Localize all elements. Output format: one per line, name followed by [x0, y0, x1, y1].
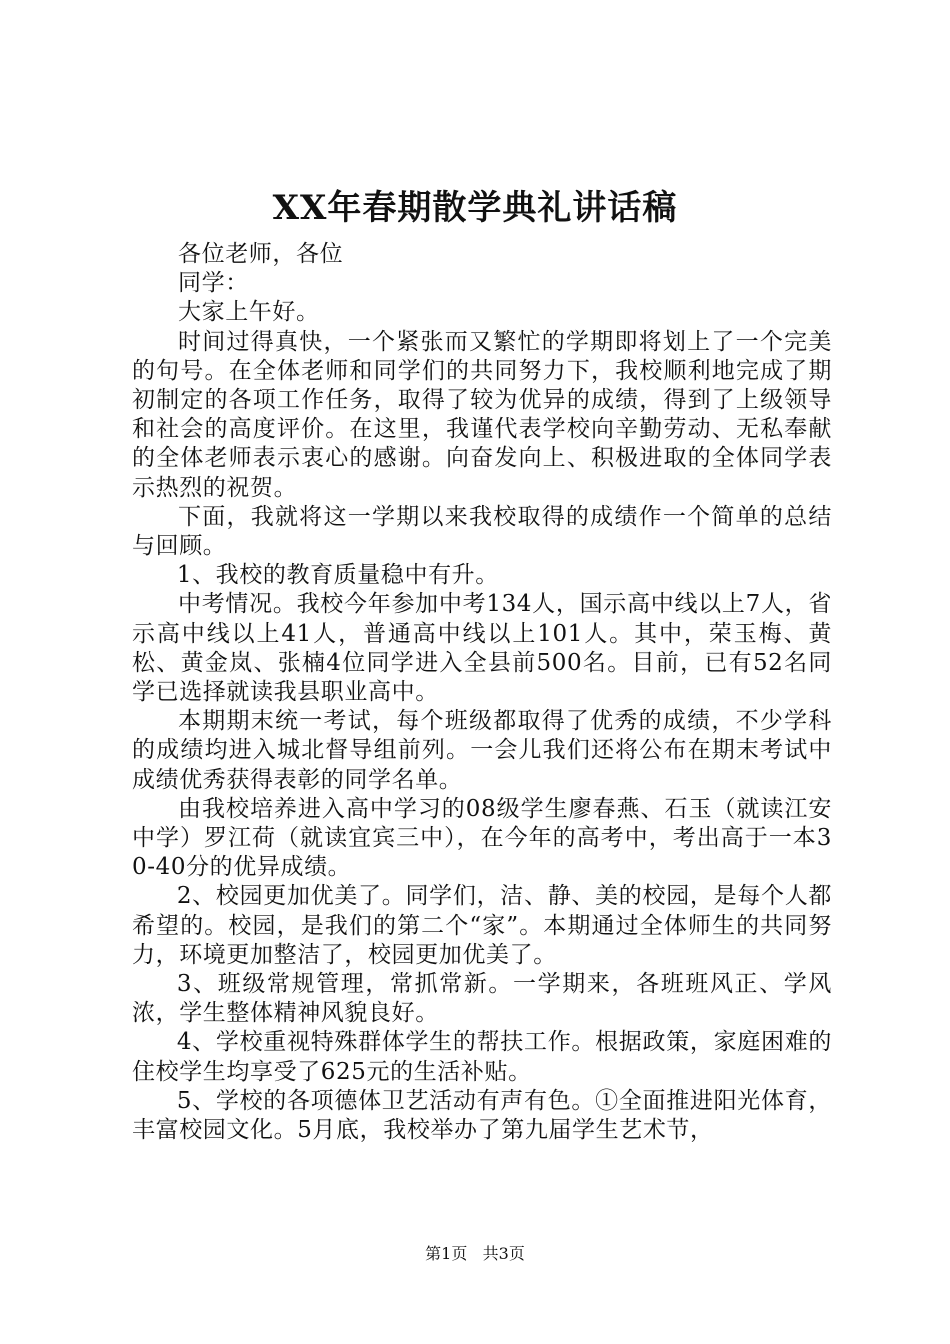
greeting-paragraph: 大家上午好。 [178, 299, 320, 326]
section-paragraph-2: 2、校园更加优美了。同学们，洁、静、美的校园，是每个人都希望的。校园，是我们的第二个“家”。本期通过全体师生的共同努力，环境更加整洁了，校园更加优美了。 [132, 883, 832, 968]
section-heading-1: 1、我校的教育质量稳中有升。 [176, 562, 499, 589]
body-paragraph: 由我校培养进入高中学习的08级学生廖春燕、石玉（就读江安中学）罗江荷（就读宜宾三中），在今年的高考中，考出高于一本30-40分的优异成绩。 [132, 795, 832, 881]
section-paragraph-5: 5、学校的各项德体卫艺活动有声有色。①全面推进阳光体育，丰富校园文化。5月底，我校举办了第九届学生艺术节， [132, 1087, 832, 1144]
section-paragraph-3: 3、班级常规管理，常抓常新。一学期来，各班班风正、学风浓，学生整体精神风貌良好。 [132, 971, 832, 1027]
page-footer [0, 1244, 950, 1264]
page-separator [472, 1244, 477, 1263]
page-total: 共3页 [482, 1244, 525, 1263]
salutation-line-2: 同学： [178, 270, 249, 297]
body-paragraph: 中考情况。我校今年参加中考134人，国示高中线以上7人，省示高中线以上41人，普通高中线以上101人。其中，荣玉梅、黄松、黄金岚、张楠4位同学进入全县前500名。目前，已有52名同学已选择就读我县职业高中。 [132, 591, 832, 706]
page-number: 第1页 [425, 1244, 468, 1263]
body-paragraph: 下面，我就将这一学期以来我校取得的成绩作一个简单的总结与回顾。 [132, 503, 832, 560]
document-body [132, 240, 832, 1145]
body-paragraph: 本期期末统一考试，每个班级都取得了优秀的成绩，不少学科的成绩均进入城北督导组前列。一会儿我们还将公布在期末考试中成绩优秀获得表彰的同学名单。 [132, 708, 832, 793]
document-title: XX年春期散学典礼讲话稿 [272, 188, 678, 228]
salutation-line-1: 各位老师，各位 [178, 241, 344, 267]
section-paragraph-4: 4、学校重视特殊群体学生的帮扶工作。根据政策，家庭困难的住校学生均享受了625元的生活补贴。 [132, 1029, 832, 1085]
body-paragraph: 时间过得真快，一个紧张而又繁忙的学期即将划上了一个完美的句号。在全体老师和同学们的共同努力下，我校顺利地完成了期初制定的各项工作任务，取得了较为优异的成绩，得到了上级领导和社会的高度评价。在这里，我谨代表学校向辛勤劳动、无私奉献的全体老师表示衷心的感谢。向奋发向上、积极进取的全体同学表示热烈的祝贺。 [132, 328, 832, 501]
